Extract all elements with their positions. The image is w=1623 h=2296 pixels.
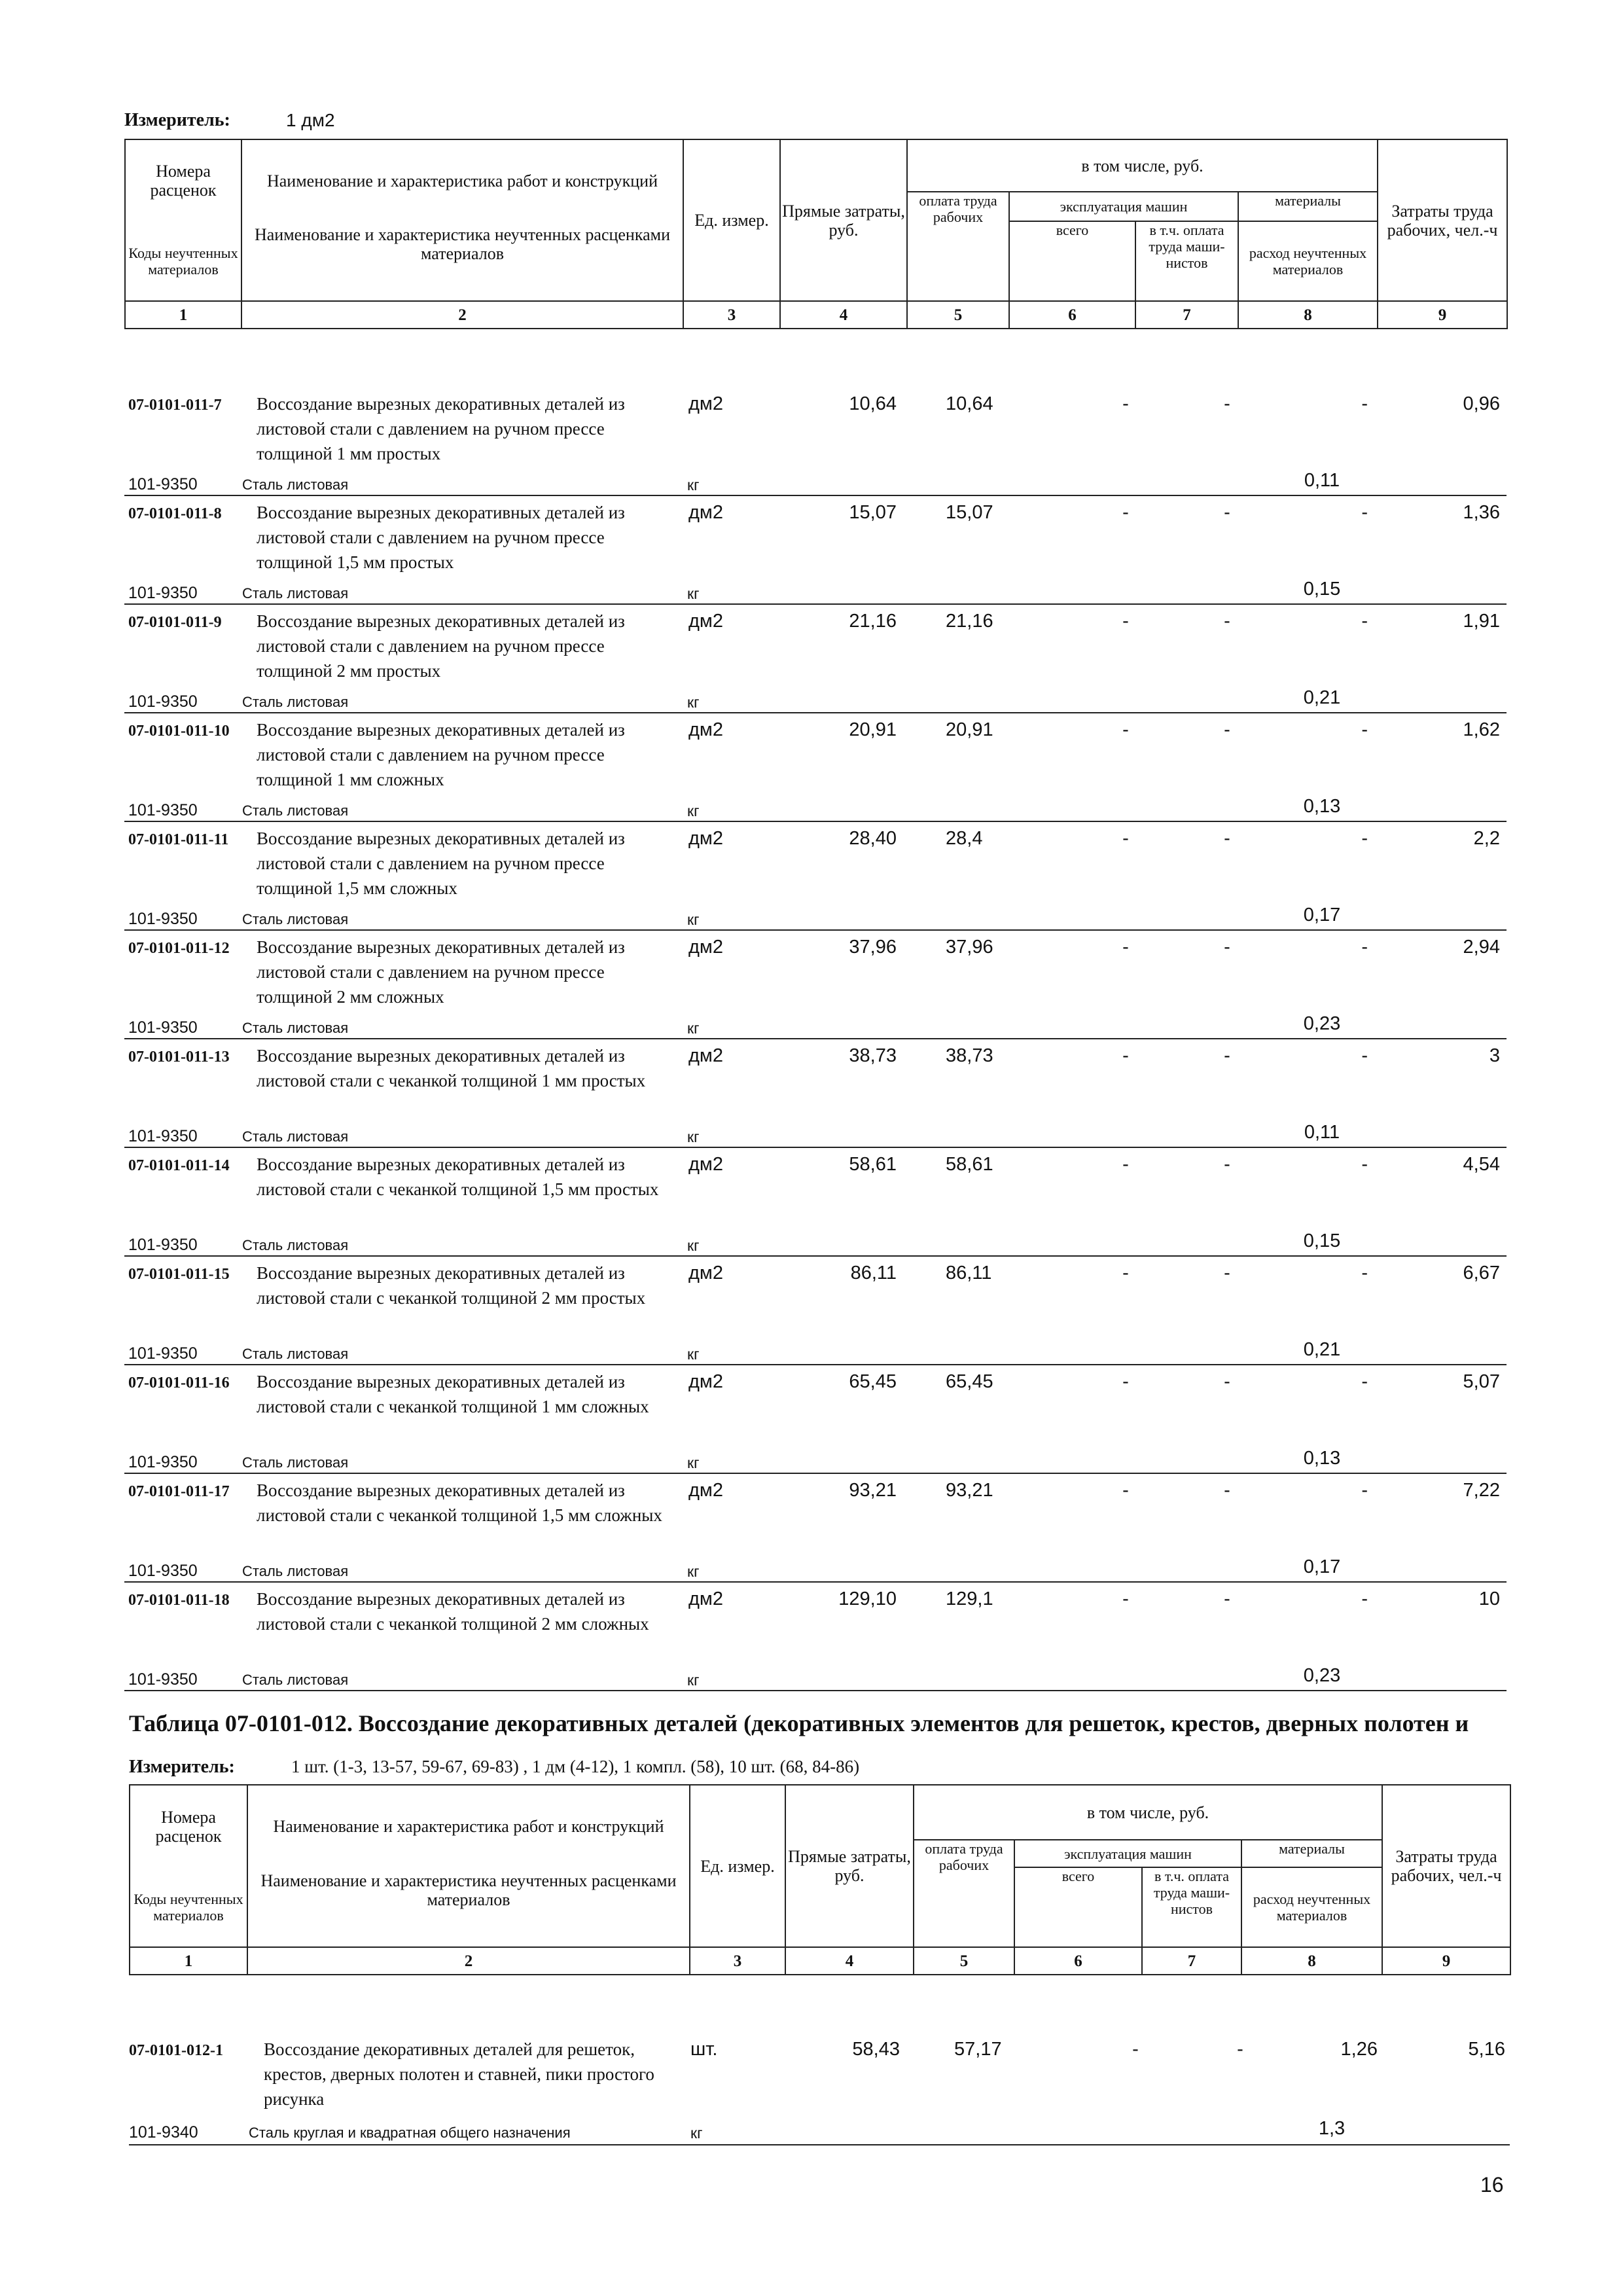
labor-cost: 28,4 xyxy=(946,828,983,849)
hdr2-zatraty: Затраты труда рабочих, чел.-ч xyxy=(1382,1785,1510,1947)
labor-hours: 0,96 xyxy=(1463,393,1500,414)
col2-num-5: 5 xyxy=(914,1947,1014,1975)
material-unit: кг xyxy=(687,1128,700,1145)
labor-cost: 37,96 xyxy=(946,937,993,958)
material-unit: кг xyxy=(687,1672,700,1689)
direct-cost: 21,16 xyxy=(849,611,897,632)
labor-hours: 5,16 xyxy=(1468,2039,1505,2060)
rate-code: 07-0101-011-12 xyxy=(128,940,230,957)
hdr-pryamye: Прямые затраты, руб. xyxy=(780,139,907,301)
material-name: Сталь листовая xyxy=(242,1020,349,1036)
material-unit: кг xyxy=(687,694,700,711)
material-cost: - xyxy=(1361,937,1368,958)
hdr-kody: Коды неучтенных материалов xyxy=(125,221,241,301)
row-divider xyxy=(124,1690,1507,1691)
material-code: 101-9350 xyxy=(128,1562,198,1580)
labor-cost: 21,16 xyxy=(946,611,993,632)
hdr2-pryamye: Прямые затраты, руб. xyxy=(785,1785,914,1947)
col-num-7: 7 xyxy=(1135,301,1238,329)
meter2-value: 1 шт. (1-3, 13-57, 59-67, 69-83) , 1 дм (4-12), 1 компл. (58), 10 шт. (68, 84-86) xyxy=(291,1757,860,1776)
material-quantity: 0,21 xyxy=(1303,687,1341,708)
row-divider xyxy=(124,929,1507,931)
material-unit: кг xyxy=(687,1346,700,1363)
direct-cost: 58,61 xyxy=(849,1154,897,1175)
material-unit: кг xyxy=(687,1237,700,1254)
material-name: Сталь листовая xyxy=(242,802,349,819)
labor-hours: 2,94 xyxy=(1463,937,1500,958)
direct-cost: 58,43 xyxy=(852,2039,900,2060)
row-divider xyxy=(124,603,1507,605)
col-num-6: 6 xyxy=(1009,301,1135,329)
row-divider xyxy=(124,821,1507,822)
rate-code: 07-0101-011-17 xyxy=(128,1483,230,1500)
hdr-naim: Наименование и характеристика работ и конструкций xyxy=(241,139,683,221)
direct-cost: 93,21 xyxy=(849,1480,897,1501)
material-code: 101-9350 xyxy=(128,1018,198,1037)
rate-code: 07-0101-011-8 xyxy=(128,505,222,522)
material-cost: - xyxy=(1361,502,1368,523)
labor-cost: 86,11 xyxy=(946,1263,992,1283)
direct-cost: 65,45 xyxy=(849,1371,897,1392)
col-num-1: 1 xyxy=(125,301,241,329)
direct-cost: 129,10 xyxy=(838,1588,897,1609)
work-description: Воссоздание вырезных декоративных деталей из листовой стали с чеканкой толщиной 1 мм простых xyxy=(257,1046,646,1090)
hdr2-vtch: в т.ч. оплата труда маши-нистов xyxy=(1142,1867,1241,1947)
work-description: Воссоздание вырезных декоративных деталей из листовой стали с чеканкой толщиной 2 мм простых xyxy=(257,1263,646,1308)
work-description: Воссоздание декоративных деталей для решеток, крестов, дверных полотен и ставней, пики простого рисунка xyxy=(264,2039,654,2109)
row-divider xyxy=(124,495,1507,496)
hdr2-nomera: Номера расценок xyxy=(130,1785,247,1867)
machine-cost: - xyxy=(1122,1045,1129,1066)
unit: дм2 xyxy=(688,1263,723,1283)
col2-num-8: 8 xyxy=(1241,1947,1382,1975)
hdr-vtch: в т.ч. оплата труда маши-нистов xyxy=(1135,221,1238,301)
direct-cost: 10,64 xyxy=(849,393,897,414)
material-code: 101-9350 xyxy=(128,1344,198,1363)
material-cost: - xyxy=(1361,611,1368,632)
meter-value: 1 дм2 xyxy=(286,110,335,130)
material-unit: кг xyxy=(687,1563,700,1580)
direct-cost: 20,91 xyxy=(849,719,897,740)
labor-hours: 2,2 xyxy=(1473,828,1500,849)
material-unit: кг xyxy=(687,802,700,819)
material-name: Сталь листовая xyxy=(242,911,349,927)
col2-num-3: 3 xyxy=(690,1947,785,1975)
machine-cost: - xyxy=(1122,1371,1129,1392)
labor-hours: 10 xyxy=(1478,1588,1500,1609)
labor-cost: 57,17 xyxy=(954,2039,1002,2060)
row-divider xyxy=(124,1364,1507,1365)
col2-num-1: 1 xyxy=(130,1947,247,1975)
table2-title: Таблица 07-0101-012. Воссоздание декоративных деталей (декоративных элементов для решеток, крестов, дверных полотен и xyxy=(129,1710,1469,1736)
material-quantity: 0,15 xyxy=(1303,1230,1341,1251)
rate-code: 07-0101-011-11 xyxy=(128,831,229,848)
material-name: Сталь листовая xyxy=(242,585,349,601)
row-divider xyxy=(124,1255,1507,1257)
material-code: 101-9350 xyxy=(128,1670,198,1689)
direct-cost: 37,96 xyxy=(849,937,897,958)
material-quantity: 0,11 xyxy=(1304,1122,1340,1143)
material-cost: - xyxy=(1361,1588,1368,1609)
unit: дм2 xyxy=(688,1154,723,1175)
rate-code: 07-0101-011-18 xyxy=(128,1592,230,1609)
material-quantity: 1,3 xyxy=(1318,2118,1346,2139)
machine-labor-cost: - xyxy=(1237,2039,1243,2060)
unit: дм2 xyxy=(688,1480,723,1501)
hdr2-rashod: расход неучтенных материалов xyxy=(1241,1867,1382,1947)
material-code: 101-9350 xyxy=(128,910,198,928)
labor-hours: 1,36 xyxy=(1463,502,1500,523)
material-quantity: 0,23 xyxy=(1303,1665,1341,1686)
labor-cost: 129,1 xyxy=(946,1588,993,1609)
machine-cost: - xyxy=(1122,1263,1129,1283)
machine-cost: - xyxy=(1122,611,1129,632)
machine-labor-cost: - xyxy=(1224,719,1230,740)
machine-cost: - xyxy=(1122,393,1129,414)
labor-cost: 58,61 xyxy=(946,1154,993,1175)
unit: дм2 xyxy=(688,828,723,849)
hdr2-vsego: всего xyxy=(1014,1867,1142,1947)
material-cost: - xyxy=(1361,393,1368,414)
machine-labor-cost: - xyxy=(1224,1045,1230,1066)
row-divider xyxy=(124,1147,1507,1148)
row-divider xyxy=(124,712,1507,713)
material-name: Сталь листовая xyxy=(242,1672,349,1688)
machine-labor-cost: - xyxy=(1224,611,1230,632)
hdr2-naim-mat: Наименование и характеристика неучтенных расценками материалов xyxy=(247,1867,690,1947)
labor-cost: 20,91 xyxy=(946,719,993,740)
hdr-rashod: расход неучтенных материалов xyxy=(1238,221,1378,301)
material-unit: кг xyxy=(687,585,700,602)
direct-cost: 28,40 xyxy=(849,828,897,849)
material-quantity: 0,15 xyxy=(1303,579,1341,600)
labor-cost: 38,73 xyxy=(946,1045,993,1066)
work-description: Воссоздание вырезных декоративных деталей из листовой стали с давлением на ручном прессе толщиной 2 мм сложных xyxy=(257,937,625,1007)
hdr-naim-mat: Наименование и характеристика неучтенных расценками материалов xyxy=(241,221,683,301)
rate-code: 07-0101-011-15 xyxy=(128,1266,230,1283)
machine-cost: - xyxy=(1132,2039,1139,2060)
labor-hours: 6,67 xyxy=(1463,1263,1500,1283)
rate-code: 07-0101-012-1 xyxy=(129,2042,223,2059)
col2-num-4: 4 xyxy=(785,1947,914,1975)
material-name: Сталь листовая xyxy=(242,1237,349,1253)
table-header-2 xyxy=(129,1784,1511,1975)
machine-labor-cost: - xyxy=(1224,1263,1230,1283)
material-name: Сталь листовая xyxy=(242,476,349,493)
hdr2-ed: Ед. измер. xyxy=(690,1785,785,1947)
unit: шт. xyxy=(690,2039,718,2060)
hdr2-ekspl: эксплуатация машин xyxy=(1014,1840,1241,1867)
hdr2-oplata: оплата труда рабочих xyxy=(914,1840,1014,1947)
machine-cost: - xyxy=(1122,1480,1129,1501)
material-code: 101-9350 xyxy=(128,801,198,819)
unit: дм2 xyxy=(688,502,723,523)
material-unit: кг xyxy=(687,476,700,493)
work-description: Воссоздание вырезных декоративных деталей из листовой стали с давлением на ручном прессе толщиной 1 мм сложных xyxy=(257,720,625,789)
work-description: Воссоздание вырезных декоративных деталей из листовой стали с чеканкой толщиной 2 мм сложных xyxy=(257,1589,649,1634)
rate-code: 07-0101-011-14 xyxy=(128,1157,230,1174)
col2-num-2: 2 xyxy=(247,1947,690,1975)
hdr-materialy: материалы xyxy=(1238,192,1378,221)
material-quantity: 0,13 xyxy=(1303,796,1341,817)
hdr2-vtom: в том числе, руб. xyxy=(914,1785,1382,1840)
meter-label: Измеритель: xyxy=(124,110,230,130)
material-quantity: 0,11 xyxy=(1304,470,1340,491)
hdr-vsego: всего xyxy=(1009,221,1135,301)
row-divider xyxy=(124,1581,1507,1583)
work-description: Воссоздание вырезных декоративных деталей из листовой стали с чеканкой толщиной 1,5 мм сложных xyxy=(257,1480,662,1525)
material-cost: - xyxy=(1361,1480,1368,1501)
labor-cost: 10,64 xyxy=(946,393,993,414)
direct-cost: 38,73 xyxy=(849,1045,897,1066)
material-code: 101-9350 xyxy=(128,1453,198,1471)
col-num-5: 5 xyxy=(907,301,1009,329)
material-code: 101-9350 xyxy=(128,475,198,493)
unit: дм2 xyxy=(688,1371,723,1392)
material-code: 101-9350 xyxy=(128,584,198,602)
material-name: Сталь листовая xyxy=(242,1454,349,1471)
material-unit: кг xyxy=(687,1020,700,1037)
rate-code: 07-0101-011-16 xyxy=(128,1374,230,1391)
col2-num-9: 9 xyxy=(1382,1947,1510,1975)
material-unit: кг xyxy=(690,2125,703,2142)
machine-cost: - xyxy=(1122,1154,1129,1175)
machine-cost: - xyxy=(1122,828,1129,849)
labor-hours: 3 xyxy=(1489,1045,1500,1066)
hdr2-kody: Коды неучтенных материалов xyxy=(130,1867,247,1947)
material-quantity: 0,13 xyxy=(1303,1448,1341,1469)
material-cost: - xyxy=(1361,1371,1368,1392)
machine-labor-cost: - xyxy=(1224,393,1230,414)
unit: дм2 xyxy=(688,719,723,740)
hdr-oplata: оплата труда рабочих xyxy=(907,192,1009,301)
rate-code: 07-0101-011-10 xyxy=(128,723,230,740)
material-code: 101-9350 xyxy=(128,1127,198,1145)
material-cost: - xyxy=(1361,1263,1368,1283)
hdr-zatraty: Затраты труда рабочих, чел.-ч xyxy=(1378,139,1507,301)
col-num-8: 8 xyxy=(1238,301,1378,329)
page-number: 16 xyxy=(1480,2173,1504,2197)
labor-hours: 7,22 xyxy=(1463,1480,1500,1501)
unit: дм2 xyxy=(688,1045,723,1066)
unit: дм2 xyxy=(688,393,723,414)
material-name: Сталь листовая xyxy=(242,1563,349,1579)
col-num-3: 3 xyxy=(683,301,780,329)
machine-cost: - xyxy=(1122,937,1129,958)
labor-cost: 93,21 xyxy=(946,1480,993,1501)
rate-code: 07-0101-011-13 xyxy=(128,1049,230,1066)
hdr2-naim: Наименование и характеристика работ и конструкций xyxy=(247,1785,690,1867)
machine-labor-cost: - xyxy=(1224,1154,1230,1175)
col2-num-6: 6 xyxy=(1014,1947,1142,1975)
material-unit: кг xyxy=(687,911,700,928)
labor-hours: 1,62 xyxy=(1463,719,1500,740)
material-cost: - xyxy=(1361,828,1368,849)
material-quantity: 0,21 xyxy=(1303,1339,1341,1360)
hdr-ekspl: эксплуатация машин xyxy=(1009,192,1238,221)
machine-cost: - xyxy=(1122,719,1129,740)
machine-labor-cost: - xyxy=(1224,1371,1230,1392)
col2-num-7: 7 xyxy=(1142,1947,1241,1975)
material-code: 101-9350 xyxy=(128,692,198,711)
material-name: Сталь листовая xyxy=(242,1128,349,1145)
machine-cost: - xyxy=(1122,1588,1129,1609)
hdr2-materialy: материалы xyxy=(1241,1840,1382,1867)
material-name: Сталь круглая и квадратная общего назначения xyxy=(249,2125,571,2141)
material-unit: кг xyxy=(687,1454,700,1471)
col-num-2: 2 xyxy=(241,301,683,329)
row-divider xyxy=(124,1473,1507,1474)
work-description: Воссоздание вырезных декоративных деталей из листовой стали с давлением на ручном прессе толщиной 1,5 мм сложных xyxy=(257,829,625,898)
material-name: Сталь листовая xyxy=(242,694,349,710)
row-divider xyxy=(124,1038,1507,1039)
material-cost: - xyxy=(1361,1154,1368,1175)
work-description: Воссоздание вырезных декоративных деталей из листовой стали с давлением на ручном прессе толщиной 1 мм простых xyxy=(257,394,625,463)
unit: дм2 xyxy=(688,937,723,958)
material-quantity: 0,23 xyxy=(1303,1013,1341,1034)
material-cost: 1,26 xyxy=(1340,2039,1378,2060)
rate-code: 07-0101-011-7 xyxy=(128,397,222,414)
unit: дм2 xyxy=(688,611,723,632)
unit: дм2 xyxy=(688,1588,723,1609)
machine-labor-cost: - xyxy=(1224,1480,1230,1501)
material-code: 101-9340 xyxy=(129,2123,198,2142)
direct-cost: 86,11 xyxy=(850,1263,897,1283)
labor-hours: 4,54 xyxy=(1463,1154,1500,1175)
machine-labor-cost: - xyxy=(1224,937,1230,958)
labor-hours: 5,07 xyxy=(1463,1371,1500,1392)
material-name: Сталь листовая xyxy=(242,1346,349,1362)
labor-cost: 65,45 xyxy=(946,1371,993,1392)
rate-code: 07-0101-011-9 xyxy=(128,614,222,631)
meter2-label: Измеритель: xyxy=(129,1757,235,1777)
work-description: Воссоздание вырезных декоративных деталей из листовой стали с чеканкой толщиной 1,5 мм простых xyxy=(257,1155,659,1199)
machine-cost: - xyxy=(1122,502,1129,523)
machine-labor-cost: - xyxy=(1224,828,1230,849)
material-cost: - xyxy=(1361,719,1368,740)
work-description: Воссоздание вырезных декоративных деталей из листовой стали с давлением на ручном прессе толщиной 2 мм простых xyxy=(257,611,625,681)
work-description: Воссоздание вырезных декоративных деталей из листовой стали с давлением на ручном прессе толщиной 1,5 мм простых xyxy=(257,503,625,572)
machine-labor-cost: - xyxy=(1224,502,1230,523)
labor-hours: 1,91 xyxy=(1463,611,1500,632)
material-code: 101-9350 xyxy=(128,1236,198,1254)
direct-cost: 15,07 xyxy=(849,502,897,523)
machine-labor-cost: - xyxy=(1224,1588,1230,1609)
col-num-9: 9 xyxy=(1378,301,1507,329)
labor-cost: 15,07 xyxy=(946,502,993,523)
material-cost: - xyxy=(1361,1045,1368,1066)
work-description: Воссоздание вырезных декоративных деталей из листовой стали с чеканкой толщиной 1 мм сложных xyxy=(257,1372,649,1416)
material-quantity: 0,17 xyxy=(1303,905,1341,925)
hdr-vtom: в том числе, руб. xyxy=(907,139,1378,192)
material-quantity: 0,17 xyxy=(1303,1556,1341,1577)
col-num-4: 4 xyxy=(780,301,907,329)
row-divider xyxy=(129,2144,1510,2145)
table-header-1 xyxy=(124,139,1508,329)
hdr-ed: Ед. измер. xyxy=(683,139,780,301)
hdr-nomera: Номера расценок xyxy=(125,139,241,221)
